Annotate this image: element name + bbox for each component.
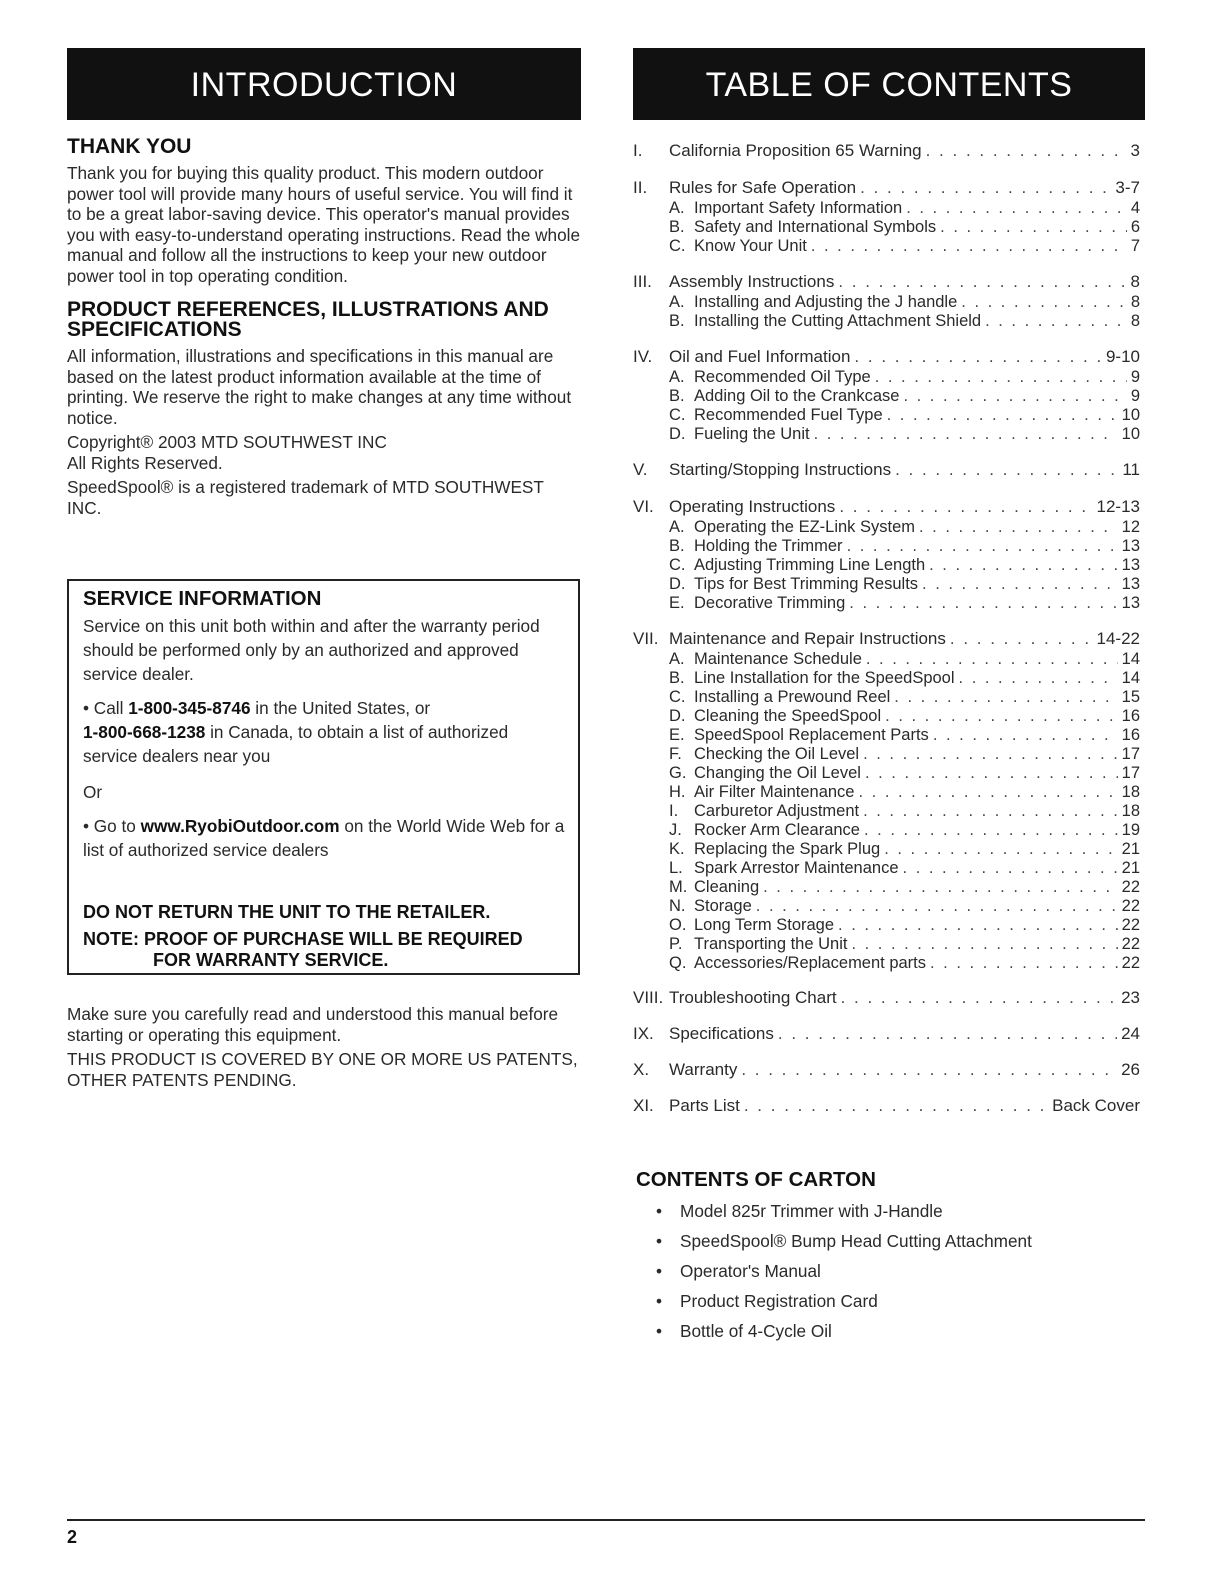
service-information-heading: SERVICE INFORMATION bbox=[83, 587, 322, 610]
toc-subentry-title: Storage bbox=[694, 897, 752, 915]
toc-subentry-title: Recommended Oil Type bbox=[694, 368, 871, 386]
toc-entry-page: 24 bbox=[1121, 1024, 1140, 1043]
carton-item: • Operator's Manual bbox=[636, 1256, 1136, 1286]
toc-entry-title: Oil and Fuel Information bbox=[669, 347, 851, 366]
toc-subentry-letter: O. bbox=[669, 916, 687, 934]
toc-leader-dots bbox=[933, 726, 1118, 745]
toc-subentry-title: Air Filter Maintenance bbox=[694, 783, 855, 801]
toc-leader-dots bbox=[741, 1059, 1117, 1081]
toc-entry[interactable] bbox=[633, 987, 1140, 1009]
toc-entry-number: II. bbox=[633, 178, 648, 197]
page-number: 2 bbox=[67, 1527, 78, 1547]
toc-subentry-letter: A. bbox=[669, 293, 685, 311]
toc-section bbox=[633, 1023, 1140, 1045]
toc-subentry-page: 16 bbox=[1121, 707, 1140, 725]
carton-item: • SpeedSpool® Bump Head Cutting Attachment bbox=[636, 1226, 1136, 1256]
toc-section bbox=[633, 459, 1140, 481]
toc-section bbox=[633, 140, 1140, 162]
toc-entry[interactable] bbox=[633, 1023, 1140, 1045]
toc-leader-dots bbox=[863, 802, 1118, 821]
product-references-heading: PRODUCT REFERENCES, ILLUSTRATIONS AND SPECIFICATIONS bbox=[67, 298, 549, 341]
thank-you-heading: THANK YOU bbox=[67, 135, 192, 158]
toc-subentry-title: Adjusting Trimming Line Length bbox=[694, 556, 926, 574]
toc-subentry[interactable] bbox=[633, 537, 1140, 556]
toc-leader-dots bbox=[894, 688, 1117, 707]
toc-subentry-letter: F. bbox=[669, 745, 682, 763]
toc-leader-dots bbox=[903, 859, 1118, 878]
toc-subentry-page: 8 bbox=[1130, 312, 1140, 330]
toc-subentry-page: 13 bbox=[1121, 537, 1140, 555]
toc-subentry[interactable] bbox=[633, 745, 1140, 764]
toc-entry-title: Troubleshooting Chart bbox=[669, 988, 837, 1007]
footer-rule bbox=[67, 1519, 1145, 1521]
toc-entry[interactable] bbox=[633, 271, 1140, 293]
toc-entry-title: Assembly Instructions bbox=[669, 272, 835, 291]
toc-subentry[interactable] bbox=[633, 218, 1140, 237]
toc-leader-dots bbox=[875, 368, 1127, 387]
toc-leader-dots bbox=[811, 237, 1127, 256]
toc-entry-page: 14-22 bbox=[1096, 629, 1140, 648]
toc-entry-number: I. bbox=[633, 141, 643, 160]
toc-subentry[interactable] bbox=[633, 575, 1140, 594]
toc-subentry[interactable] bbox=[633, 783, 1140, 802]
toc-subentry-page: 17 bbox=[1121, 745, 1140, 763]
toc-subentry[interactable] bbox=[633, 199, 1140, 218]
copyright-line: Copyright® 2003 MTD SOUTHWEST INC bbox=[67, 432, 387, 452]
toc-entry-number: X. bbox=[633, 1060, 650, 1079]
toc-subentry-letter: C. bbox=[669, 556, 686, 574]
toc-subentry-title: Cleaning bbox=[694, 878, 760, 896]
introduction-column bbox=[67, 48, 581, 518]
toc-subentry-page: 17 bbox=[1121, 764, 1140, 782]
toc-subentry-title: Checking the Oil Level bbox=[694, 745, 860, 763]
toc-subentry[interactable] bbox=[633, 726, 1140, 745]
toc-subentry-letter: G. bbox=[669, 764, 687, 782]
toc-leader-dots bbox=[756, 897, 1118, 916]
toc-entry-title: Rules for Safe Operation bbox=[669, 178, 857, 197]
toc-subentry-letter: C. bbox=[669, 406, 686, 424]
toc-subentry[interactable] bbox=[633, 368, 1140, 387]
toc-subentry[interactable] bbox=[633, 556, 1140, 575]
table-of-contents-banner: TABLE OF CONTENTS bbox=[633, 48, 1145, 120]
toc-subentry-title: Accessories/Replacement parts bbox=[694, 954, 927, 972]
toc-subentry-page: 9 bbox=[1130, 387, 1140, 405]
toc-leader-dots bbox=[929, 556, 1118, 575]
toc-subentry-letter: J. bbox=[669, 821, 682, 839]
call-bullet: • Call 1-800-345-8746 in the United States, or 1-800-668-1238 in Canada, to obtain a list of authorized service dealers near you bbox=[83, 698, 509, 766]
toc-subentry-page: 18 bbox=[1121, 783, 1140, 801]
toc-subentry[interactable] bbox=[633, 518, 1140, 537]
toc-subentry-letter: Q. bbox=[669, 954, 687, 972]
toc-section bbox=[633, 987, 1140, 1009]
toc-leader-dots bbox=[814, 425, 1118, 444]
toc-subentry-title: Maintenance Schedule bbox=[694, 650, 862, 668]
toc-subentry-title: Replacing the Spark Plug bbox=[694, 840, 881, 858]
toc-leader-dots bbox=[895, 459, 1118, 481]
toc-subentry-letter: N. bbox=[669, 897, 686, 915]
do-not-return-warning: DO NOT RETURN THE UNIT TO THE RETAILER. bbox=[83, 902, 491, 922]
toc-subentry[interactable] bbox=[633, 954, 1140, 973]
toc-entry-page: 3-7 bbox=[1115, 178, 1140, 197]
toc-subentry[interactable] bbox=[633, 650, 1140, 669]
toc-subentry-title: Safety and International Symbols bbox=[694, 218, 937, 236]
toc-subentry[interactable] bbox=[633, 764, 1140, 783]
carton-item: • Bottle of 4-Cycle Oil bbox=[636, 1316, 1136, 1346]
toc-leader-dots bbox=[866, 650, 1118, 669]
toc-subentry-page: 6 bbox=[1130, 218, 1140, 236]
toc-leader-dots bbox=[863, 745, 1118, 764]
toc-subentry[interactable] bbox=[633, 387, 1140, 406]
toc-entry[interactable] bbox=[633, 628, 1140, 650]
toc-leader-dots bbox=[922, 575, 1118, 594]
toc-subentry-title: Fueling the Unit bbox=[694, 425, 810, 443]
toc-entry[interactable] bbox=[633, 1059, 1140, 1081]
toc-leader-dots bbox=[985, 312, 1127, 331]
toc-subentry[interactable] bbox=[633, 935, 1140, 954]
service-information-box bbox=[67, 579, 580, 975]
toc-subentry-page: 19 bbox=[1121, 821, 1140, 839]
toc-subentry-letter: B. bbox=[669, 537, 685, 555]
toc-subentry-page: 12 bbox=[1121, 518, 1140, 536]
toc-subentry-page: 22 bbox=[1121, 878, 1140, 896]
toc-entry-page: 3 bbox=[1130, 141, 1140, 160]
toc-entry-title: Specifications bbox=[669, 1024, 774, 1043]
toc-leader-dots bbox=[838, 271, 1126, 293]
toc-subentry-title: Recommended Fuel Type bbox=[694, 406, 883, 424]
toc-subentry-title: Installing a Prewound Reel bbox=[694, 688, 891, 706]
product-references-text: All information, illustrations and specifications in this manual are based on the latest product information available at the time of printing. We reserve the right to make changes at any time without notice. bbox=[67, 346, 572, 428]
toc-entry-page: Back Cover bbox=[1052, 1096, 1140, 1115]
toc-subentry-title: Line Installation for the SpeedSpool bbox=[694, 669, 955, 687]
toc-leader-dots bbox=[854, 346, 1102, 368]
toc-section bbox=[633, 628, 1140, 973]
toc-leader-dots bbox=[865, 764, 1118, 783]
read-manual-text: Make sure you carefully read and understood this manual before starting or operating this equipment. bbox=[67, 1004, 559, 1045]
toc-subentry[interactable] bbox=[633, 669, 1140, 688]
toc-subentry[interactable] bbox=[633, 425, 1140, 444]
toc-entry-title: Parts List bbox=[669, 1096, 740, 1115]
toc-subentry-title: SpeedSpool Replacement Parts bbox=[694, 726, 929, 744]
toc-entry-number: XI. bbox=[633, 1096, 654, 1115]
toc-subentry-letter: H. bbox=[669, 783, 686, 801]
toc-entry[interactable] bbox=[633, 140, 1140, 162]
toc-leader-dots bbox=[778, 1023, 1117, 1045]
toc-leader-dots bbox=[950, 628, 1093, 650]
toc-subentry-letter: C. bbox=[669, 237, 686, 255]
phone-canada: 1-800-668-1238 bbox=[83, 722, 206, 742]
toc-subentry-title: Rocker Arm Clearance bbox=[694, 821, 860, 839]
toc-subentry-letter: E. bbox=[669, 594, 685, 612]
toc-leader-dots bbox=[839, 496, 1092, 518]
patent-text: THIS PRODUCT IS COVERED BY ONE OR MORE US PATENTS, OTHER PATENTS PENDING. bbox=[67, 1049, 578, 1090]
toc-subentry-title: Spark Arrestor Maintenance bbox=[694, 859, 899, 877]
toc-entry[interactable] bbox=[633, 177, 1140, 199]
toc-subentry-page: 13 bbox=[1121, 575, 1140, 593]
toc-subentry-letter: A. bbox=[669, 650, 685, 668]
toc-entry-page: 8 bbox=[1130, 272, 1140, 291]
toc-entry-page: 12-13 bbox=[1096, 497, 1140, 516]
website-bullet: • Go to www.RyobiOutdoor.com on the World Wide Web for a list of authorized service dealers bbox=[83, 816, 565, 860]
toc-column bbox=[633, 48, 1145, 120]
toc-subentry-page: 7 bbox=[1130, 237, 1140, 255]
toc-subentry-page: 13 bbox=[1121, 556, 1140, 574]
toc-leader-dots bbox=[959, 669, 1118, 688]
toc-leader-dots bbox=[961, 293, 1127, 312]
contents-of-carton-heading: CONTENTS OF CARTON bbox=[636, 1168, 876, 1191]
toc-subentry-page: 22 bbox=[1121, 954, 1140, 972]
toc-subentry[interactable] bbox=[633, 237, 1140, 256]
trademark-text: SpeedSpool® is a registered trademark of MTD SOUTHWEST INC. bbox=[67, 477, 544, 518]
toc-subentry-page: 14 bbox=[1121, 650, 1140, 668]
toc-subentry-letter: A. bbox=[669, 199, 685, 217]
toc-entry[interactable] bbox=[633, 346, 1140, 368]
toc-entry-title: Maintenance and Repair Instructions bbox=[669, 629, 946, 648]
toc-subentry-letter: I. bbox=[669, 802, 679, 820]
toc-subentry-title: Operating the EZ-Link System bbox=[694, 518, 916, 536]
website-link[interactable]: www.RyobiOutdoor.com bbox=[140, 816, 340, 836]
toc-subentry[interactable] bbox=[633, 916, 1140, 935]
toc-entry-number: IX. bbox=[633, 1024, 654, 1043]
toc-subentry-page: 10 bbox=[1121, 406, 1140, 424]
toc-subentry-letter: B. bbox=[669, 218, 685, 236]
toc-subentry[interactable] bbox=[633, 312, 1140, 331]
toc-subentry-letter: B. bbox=[669, 387, 685, 405]
phone-us: 1-800-345-8746 bbox=[128, 698, 251, 718]
toc-entry[interactable] bbox=[633, 496, 1140, 518]
toc-subentry[interactable] bbox=[633, 707, 1140, 726]
toc-leader-dots bbox=[884, 840, 1117, 859]
toc-section bbox=[633, 346, 1140, 444]
toc-subentry-letter: M. bbox=[669, 878, 688, 896]
toc-subentry-title: Installing the Cutting Attachment Shield bbox=[694, 312, 982, 330]
carton-item: • Product Registration Card bbox=[636, 1286, 1136, 1316]
toc-subentry[interactable] bbox=[633, 688, 1140, 707]
toc-leader-dots bbox=[887, 406, 1118, 425]
toc-subentry-page: 22 bbox=[1121, 916, 1140, 934]
toc-subentry-letter: C. bbox=[669, 688, 686, 706]
toc-subentry-letter: E. bbox=[669, 726, 685, 744]
toc-subentry-page: 8 bbox=[1130, 293, 1140, 311]
toc-leader-dots bbox=[860, 177, 1111, 199]
toc-subentry-title: Holding the Trimmer bbox=[694, 537, 843, 555]
toc-entry-number: VIII. bbox=[633, 988, 664, 1007]
toc-entry-number: VI. bbox=[633, 497, 654, 516]
toc-entry-number: III. bbox=[633, 272, 652, 291]
toc-subentry[interactable] bbox=[633, 802, 1140, 821]
toc-subentry[interactable] bbox=[633, 897, 1140, 916]
table-of-contents bbox=[633, 140, 1140, 1117]
toc-leader-dots bbox=[838, 916, 1118, 935]
toc-entry-title: Starting/Stopping Instructions bbox=[669, 460, 892, 479]
thank-you-text: Thank you for buying this quality product. This modern outdoor power tool will provide many hours of useful service. You will find it to be a great labor-saving device. This operator's manual provides you with easy-to-understand operating instructions. Read the whole manual and follow all the instructions to keep your new outdoor power tool in top operating condition. bbox=[67, 163, 581, 286]
toc-subentry-page: 9 bbox=[1130, 368, 1140, 386]
toc-subentry-page: 22 bbox=[1121, 897, 1140, 915]
toc-subentry-page: 18 bbox=[1121, 802, 1140, 820]
toc-subentry[interactable] bbox=[633, 840, 1140, 859]
toc-subentry-page: 10 bbox=[1121, 425, 1140, 443]
toc-leader-dots bbox=[858, 783, 1117, 802]
toc-subentry-letter: B. bbox=[669, 312, 685, 330]
toc-leader-dots bbox=[940, 218, 1127, 237]
toc-subentry-title: Adding Oil to the Crankcase bbox=[694, 387, 900, 405]
toc-subentry-title: Long Term Storage bbox=[694, 916, 835, 934]
toc-subentry[interactable] bbox=[633, 594, 1140, 613]
toc-entry-number: IV. bbox=[633, 347, 653, 366]
toc-entry[interactable] bbox=[633, 1095, 1140, 1117]
toc-subentry-letter: D. bbox=[669, 707, 686, 725]
toc-subentry-letter: P. bbox=[669, 935, 683, 953]
toc-entry-number: V. bbox=[633, 460, 648, 479]
toc-subentry-page: 21 bbox=[1121, 859, 1140, 877]
toc-section bbox=[633, 496, 1140, 613]
toc-subentry-title: Installing and Adjusting the J handle bbox=[694, 293, 958, 311]
toc-subentry[interactable] bbox=[633, 821, 1140, 840]
toc-entry[interactable] bbox=[633, 459, 1140, 481]
toc-subentry[interactable] bbox=[633, 878, 1140, 897]
toc-entry-page: 26 bbox=[1121, 1060, 1140, 1079]
toc-leader-dots bbox=[885, 707, 1117, 726]
toc-subentry-page: 14 bbox=[1121, 669, 1140, 687]
toc-subentry-title: Tips for Best Trimming Results bbox=[694, 575, 919, 593]
toc-subentry[interactable] bbox=[633, 406, 1140, 425]
toc-entry-page: 9-10 bbox=[1105, 347, 1140, 366]
toc-entry-title: Warranty bbox=[669, 1060, 738, 1079]
toc-section bbox=[633, 177, 1140, 256]
service-information-text: Service on this unit both within and after the warranty period should be performed only by an authorized and approved service dealer. bbox=[83, 616, 540, 684]
rights-reserved-line: All Rights Reserved. bbox=[67, 452, 223, 473]
toc-subentry-title: Carburetor Adjustment bbox=[694, 802, 860, 820]
toc-leader-dots bbox=[930, 954, 1118, 973]
toc-subentry[interactable] bbox=[633, 293, 1140, 312]
toc-subentry-letter: A. bbox=[669, 518, 685, 536]
toc-subentry[interactable] bbox=[633, 859, 1140, 878]
toc-leader-dots bbox=[847, 537, 1118, 556]
toc-subentry-title: Decorative Trimming bbox=[694, 594, 846, 612]
toc-leader-dots bbox=[864, 821, 1118, 840]
toc-entry-number: VII. bbox=[633, 629, 659, 648]
carton-item: • Model 825r Trimmer with J-Handle bbox=[636, 1196, 1136, 1226]
toc-subentry-letter: A. bbox=[669, 368, 685, 386]
toc-section bbox=[633, 1095, 1140, 1117]
toc-subentry-letter: K. bbox=[669, 840, 685, 858]
toc-leader-dots bbox=[744, 1095, 1048, 1117]
toc-subentry-title: Know Your Unit bbox=[694, 237, 807, 255]
toc-leader-dots bbox=[919, 518, 1118, 537]
toc-subentry-letter: B. bbox=[669, 669, 685, 687]
toc-subentry-page: 16 bbox=[1121, 726, 1140, 744]
introduction-banner: INTRODUCTION bbox=[67, 48, 581, 120]
or-text: Or bbox=[83, 782, 103, 802]
toc-entry-title: Operating Instructions bbox=[669, 497, 836, 516]
toc-entry-page: 23 bbox=[1121, 988, 1140, 1007]
toc-subentry-page: 13 bbox=[1121, 594, 1140, 612]
toc-subentry-page: 21 bbox=[1121, 840, 1140, 858]
toc-subentry-title: Important Safety Information bbox=[694, 199, 903, 217]
toc-subentry-title: Transporting the Unit bbox=[694, 935, 848, 953]
toc-leader-dots bbox=[841, 987, 1118, 1009]
toc-subentry-letter: D. bbox=[669, 425, 686, 443]
toc-subentry-page: 4 bbox=[1130, 199, 1140, 217]
toc-leader-dots bbox=[849, 594, 1117, 613]
toc-subentry-page: 15 bbox=[1121, 688, 1140, 706]
closing-notes bbox=[67, 1004, 581, 1090]
toc-subentry-title: Cleaning the SpeedSpool bbox=[694, 707, 882, 725]
toc-entry-page: 11 bbox=[1122, 460, 1140, 479]
toc-subentry-page: 22 bbox=[1121, 935, 1140, 953]
toc-subentry-letter: D. bbox=[669, 575, 686, 593]
toc-section bbox=[633, 1059, 1140, 1081]
toc-leader-dots bbox=[851, 935, 1117, 954]
toc-section bbox=[633, 271, 1140, 331]
toc-leader-dots bbox=[763, 878, 1118, 897]
toc-leader-dots bbox=[906, 199, 1127, 218]
toc-subentry-title: Changing the Oil Level bbox=[694, 764, 861, 782]
toc-subentry-letter: L. bbox=[669, 859, 683, 877]
toc-leader-dots bbox=[903, 387, 1126, 406]
contents-of-carton bbox=[636, 1170, 1136, 1346]
toc-leader-dots bbox=[926, 140, 1127, 162]
proof-of-purchase-note: NOTE: PROOF OF PURCHASE WILL BE REQUIRED FOR WARRANTY SERVICE. bbox=[83, 929, 523, 970]
toc-entry-title: California Proposition 65 Warning bbox=[669, 141, 922, 160]
